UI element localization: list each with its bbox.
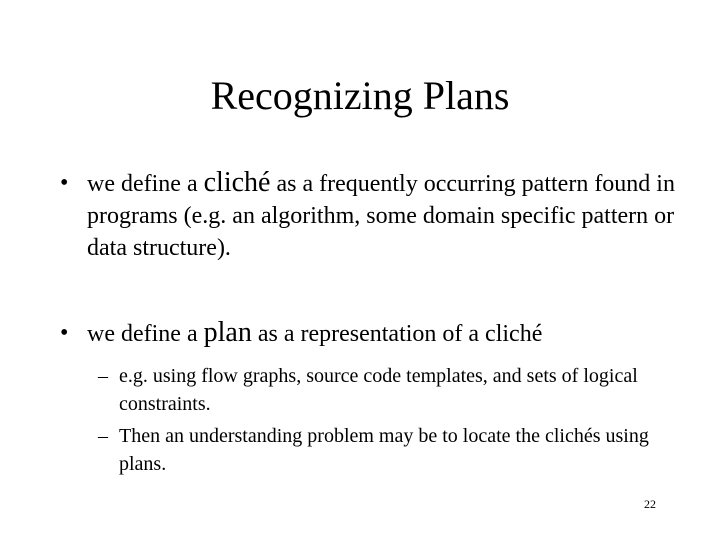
sub-bullet-representation-examples: e.g. using flow graphs, source code templates, and sets of logical constraints.	[119, 365, 638, 415]
sub-bullet-understanding-problem: Then an understanding problem may be to locate the clichés using plans.	[119, 425, 649, 475]
bullet-marker: •	[60, 170, 69, 196]
bullet-marker: •	[60, 320, 69, 346]
page-number: 22	[644, 497, 656, 511]
term-plan: plan	[203, 317, 252, 348]
sub-bullet-marker: –	[98, 425, 108, 447]
bullet-prefix: we define a	[87, 321, 204, 347]
term-cliche: cliché	[203, 167, 271, 198]
bullet-suffix: as a frequently occurring pattern found in programs (e.g. an algorithm, some domain specific pattern or data structure).	[87, 171, 675, 261]
bullet-plan-definition	[87, 317, 687, 350]
slide-title: Recognizing Plans	[210, 73, 510, 118]
bullet-cliche-definition	[87, 167, 687, 264]
sub-bullet-marker: –	[98, 365, 108, 387]
bullet-prefix: we define a	[87, 171, 204, 197]
bullet-suffix: as a representation of a cliché	[251, 321, 543, 347]
